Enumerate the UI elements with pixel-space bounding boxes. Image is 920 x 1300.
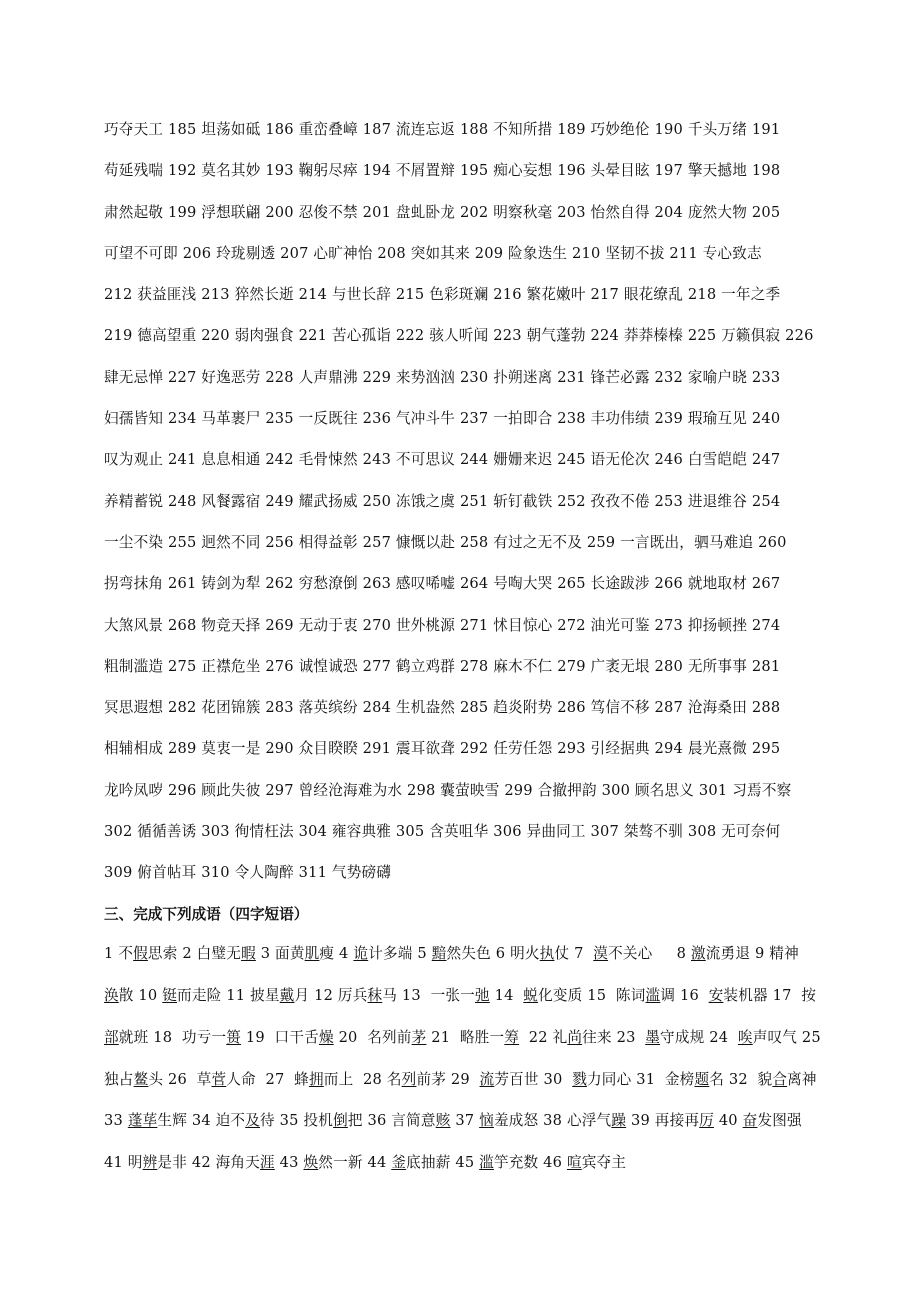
exercise-text: 思索 2 白璧无: [147, 945, 242, 963]
answer-underlined: 合: [772, 1070, 788, 1088]
answer-underlined: 流: [479, 1070, 495, 1088]
idiom-line: 肃然起敬 199 浮想联翩 200 忍俊不禁 201 盘虬卧龙 202 明察秋毫 203 怡然自得 204 庞然大物 205: [104, 203, 781, 221]
answer-underlined: 秣: [367, 986, 383, 1004]
answer-underlined: 漠: [593, 945, 609, 963]
idiom-line: 巧夺天工 185 坦荡如砥 186 重峦叠嶂 187 流连忘返 188 不知所措 189 巧妙绝伦 190 千头万绪 191: [104, 121, 781, 138]
exercise-text: 37: [450, 1112, 480, 1130]
exercise-text: 而走险 11 披星: [177, 986, 280, 1004]
exercise-text: 宾夺主: [581, 1154, 627, 1172]
answer-underlined: 恼: [479, 1112, 494, 1130]
answer-underlined: 戴: [279, 986, 295, 1004]
answer-underlined: 黯: [431, 945, 447, 963]
idiom-line: 一尘不染 255 迥然不同 256 相得益彰 257 慷慨以赴 258 有过之无不及 259 一言既出，驷马难追 260: [104, 533, 787, 551]
exercise-line: [104, 1111, 824, 1131]
answer-underlined: 暇: [241, 945, 256, 963]
answer-underlined: 躁: [611, 1112, 627, 1130]
answer-underlined: 诡: [353, 945, 369, 963]
idiom-line: 302 循循善诱 303 徇情枉法 304 雍容典雅 305 含英咀华 306 异曲同工 307 桀骜不驯 308 无可奈何: [104, 823, 781, 841]
exercise-text: 40: [713, 1112, 743, 1130]
answer-underlined: 鳌: [133, 1070, 149, 1088]
exercise-text: 计多端 5: [368, 945, 432, 963]
answer-underlined: 弛: [474, 986, 490, 1004]
answer-underlined: 题: [694, 1070, 710, 1088]
exercise-text: 把 36 言简意: [347, 1112, 436, 1130]
exercise-text: 19 口干舌: [241, 1028, 319, 1046]
answer-underlined: 蓬荜: [127, 1112, 158, 1130]
answer-underlined: 肌: [304, 945, 320, 963]
answer-underlined: 奋: [742, 1112, 758, 1130]
answer-underlined: 筹: [504, 1028, 520, 1046]
answer-underlined: 尚: [567, 1028, 583, 1046]
answer-underlined: 涣: [104, 986, 119, 1004]
answer-underlined: 篑: [226, 1028, 242, 1046]
exercise-text: 22 礼: [519, 1028, 568, 1046]
answer-underlined: 茅: [411, 1028, 427, 1046]
exercise-text: 43: [274, 1154, 304, 1172]
exercise-text: 仗 7: [554, 945, 594, 963]
exercise-text: 然失色 6 明火: [446, 945, 540, 963]
idiom-line: 相辅相成 289 莫衷一是 290 众目睽睽 291 震耳欲聋 292 任劳任怨 293 引经据典 294 晨光熹微 295: [104, 740, 781, 758]
answer-underlined: 菅: [211, 1070, 227, 1088]
exercise-text: 调 16: [660, 986, 709, 1004]
answer-underlined: 列: [401, 1070, 417, 1088]
answer-underlined: 及: [245, 1112, 261, 1130]
answer-underlined: 唉: [737, 1028, 753, 1046]
idiom-line: 养精蓄锐 248 风餐露宿 249 耀武扬威 250 冻饿之虞 251 斩钉截铁 252 孜孜不倦 253 进退维谷 254: [104, 492, 781, 510]
idiom-line: 苟延残喘 192 莫名其妙 193 鞠躬尽瘁 194 不屑置辩 195 痴心妄想 196 头晕目眩 197 擎天撼地 198: [104, 162, 781, 180]
answer-underlined: 涯: [260, 1154, 275, 1172]
exercise-text: 头 26 草: [148, 1070, 212, 1088]
answer-underlined: 拥: [308, 1070, 324, 1088]
answer-underlined: 安: [708, 986, 724, 1004]
exercise-text: 3 面黄: [255, 945, 305, 963]
exercise-text: 然一新 44: [318, 1154, 392, 1172]
exercise-text: 流勇退 9 精神: [705, 945, 799, 963]
exercise-text: 往来 23: [582, 1028, 646, 1046]
idiom-line: 大煞风景 268 物竞天择 269 无动于衷 270 世外桃源 271 怵目惊心 272 油光可鉴 273 抑扬顿挫 274: [104, 616, 781, 634]
idiom-line: 拐弯抹角 261 铸剑为犁 262 穷愁潦倒 263 感叹唏嘘 264 号啕大哭 265 长途跋涉 266 就地取材 267: [104, 575, 781, 593]
exercise-text: 声叹气 25: [752, 1028, 821, 1046]
exercise-text: 1 不: [104, 945, 134, 963]
idiom-line: 219 德高望重 220 弱肉强食 221 苦心孤诣 222 骇人听闻 223 朝气蓬勃 224 莽莽榛榛 225 万籁俱寂 226: [104, 327, 814, 345]
answer-underlined: 执: [539, 945, 555, 963]
exercise-text: 羞成怒 38 心浮气: [493, 1112, 612, 1130]
exercise-line: [104, 944, 824, 964]
exercise-text: 马 13 一张一: [382, 986, 475, 1004]
answer-underlined: 焕: [303, 1154, 319, 1172]
exercise-text: 前茅 29: [416, 1070, 480, 1088]
exercise-text: 发图强: [757, 1112, 802, 1130]
answer-underlined: 滥: [645, 986, 661, 1004]
exercise-line: [104, 1070, 824, 1090]
idiom-line: 叹为观止 241 息息相通 242 毛骨悚然 243 不可思议 244 姗姗来迟 245 语无伦次 246 白雪皑皑 247: [104, 451, 781, 469]
exercise-text: 散 10: [118, 986, 163, 1004]
answer-underlined: 铤: [162, 986, 178, 1004]
exercise-text: 33: [104, 1112, 128, 1130]
exercise-text: 不关心 8: [608, 945, 691, 963]
exercise-text: 装机器 17 按: [723, 986, 817, 1004]
idiom-line: 肆无忌惮 227 好逸恶劳 228 人声鼎沸 229 来势汹汹 230 扑朔迷离 231 锋芒必露 232 家喻户晓 233: [104, 368, 781, 386]
exercise-text: 39 再接再: [626, 1112, 700, 1130]
exercise-text: 20 名列前: [333, 1028, 412, 1046]
exercise-text: 守成规 24: [660, 1028, 738, 1046]
exercise-text: 14: [489, 986, 524, 1004]
exercise-text: 是非 42 海角天: [157, 1154, 261, 1172]
exercise-text: 而上 28 名: [323, 1070, 402, 1088]
exercise-text: 芳百世 30: [494, 1070, 573, 1088]
answer-underlined: 部: [104, 1028, 119, 1046]
exercise-text: 名 32 貌: [709, 1070, 773, 1088]
answer-underlined: 蜕: [523, 986, 539, 1004]
exercise-text: 力同心 31 金榜: [587, 1070, 695, 1088]
exercise-text: 待 35 投机: [260, 1112, 334, 1130]
idiom-line: 212 获益匪浅 213 猝然长逝 214 与世长辞 215 色彩斑斓 216 繁花嫩叶 217 眼花缭乱 218 一年之季: [104, 286, 781, 304]
idiom-line: 可望不可即 206 玲珑剔透 207 心旷神怡 208 突如其来 209 险象迭生 210 坚韧不拔 211 专心致志: [104, 244, 762, 262]
idiom-list: [104, 120, 824, 883]
exercise-text: 就班 18 功亏一: [118, 1028, 227, 1046]
exercise-line: [104, 986, 824, 1006]
answer-underlined: 激: [690, 945, 706, 963]
section-heading: 三、完成下列成语（四字短语）: [104, 905, 309, 923]
exercise-text: 瘦 4: [319, 945, 354, 963]
exercise-text: 41 明: [104, 1154, 143, 1172]
exercise-text: 底抽薪 45: [406, 1154, 480, 1172]
answer-underlined: 假: [133, 945, 148, 963]
document-page: [104, 120, 824, 1195]
idiom-line: 粗制滥造 275 正襟危坐 276 诚惶诚恐 277 鹤立鸡群 278 麻木不仁 279 广袤无垠 280 无所事事 281: [104, 657, 781, 675]
exercise-text: 化变质 15 陈词: [538, 986, 646, 1004]
answer-underlined: 辨: [142, 1154, 158, 1172]
exercise-text: 生辉 34 迫不: [157, 1112, 246, 1130]
answer-underlined: 墨: [645, 1028, 661, 1046]
idiom-line: 妇孺皆知 234 马革裹尸 235 一反既往 236 气冲斗牛 237 一拍即合 238 丰功伟绩 239 瑕瑜互见 240: [104, 410, 781, 428]
exercise-line: [104, 1028, 824, 1048]
answer-underlined: 燥: [318, 1028, 334, 1046]
idiom-line: 309 俯首帖耳 310 令人陶醉 311 气势磅礴: [104, 864, 392, 882]
exercise-text: 竽充数 46: [493, 1154, 567, 1172]
answer-underlined: 滥: [479, 1154, 494, 1172]
answer-underlined: 赅: [435, 1112, 451, 1130]
exercise-text: 离神: [787, 1070, 817, 1088]
answer-underlined: 戮: [572, 1070, 587, 1088]
answer-underlined: 喧: [566, 1154, 582, 1172]
answer-underlined: 倒: [333, 1112, 348, 1130]
exercise-line: [104, 1153, 824, 1173]
idiom-line: 冥思遐想 282 花团锦簇 283 落英缤纷 284 生机盎然 285 趋炎附势 286 笃信不移 287 沧海桑田 288: [104, 699, 781, 717]
exercise-section: [104, 944, 824, 1173]
answer-underlined: 厉: [699, 1112, 714, 1130]
exercise-text: 月 12 厉兵: [294, 986, 368, 1004]
exercise-text: 人命 27 蜂: [226, 1070, 309, 1088]
exercise-text: 21 略胜一: [426, 1028, 505, 1046]
answer-underlined: 釜: [391, 1154, 407, 1172]
idiom-line: 龙吟凤哕 296 顾此失彼 297 曾经沧海难为水 298 囊萤映雪 299 合撤押韵 300 顾名思义 301 习焉不察: [104, 781, 792, 799]
exercise-text: 独占: [104, 1070, 134, 1088]
